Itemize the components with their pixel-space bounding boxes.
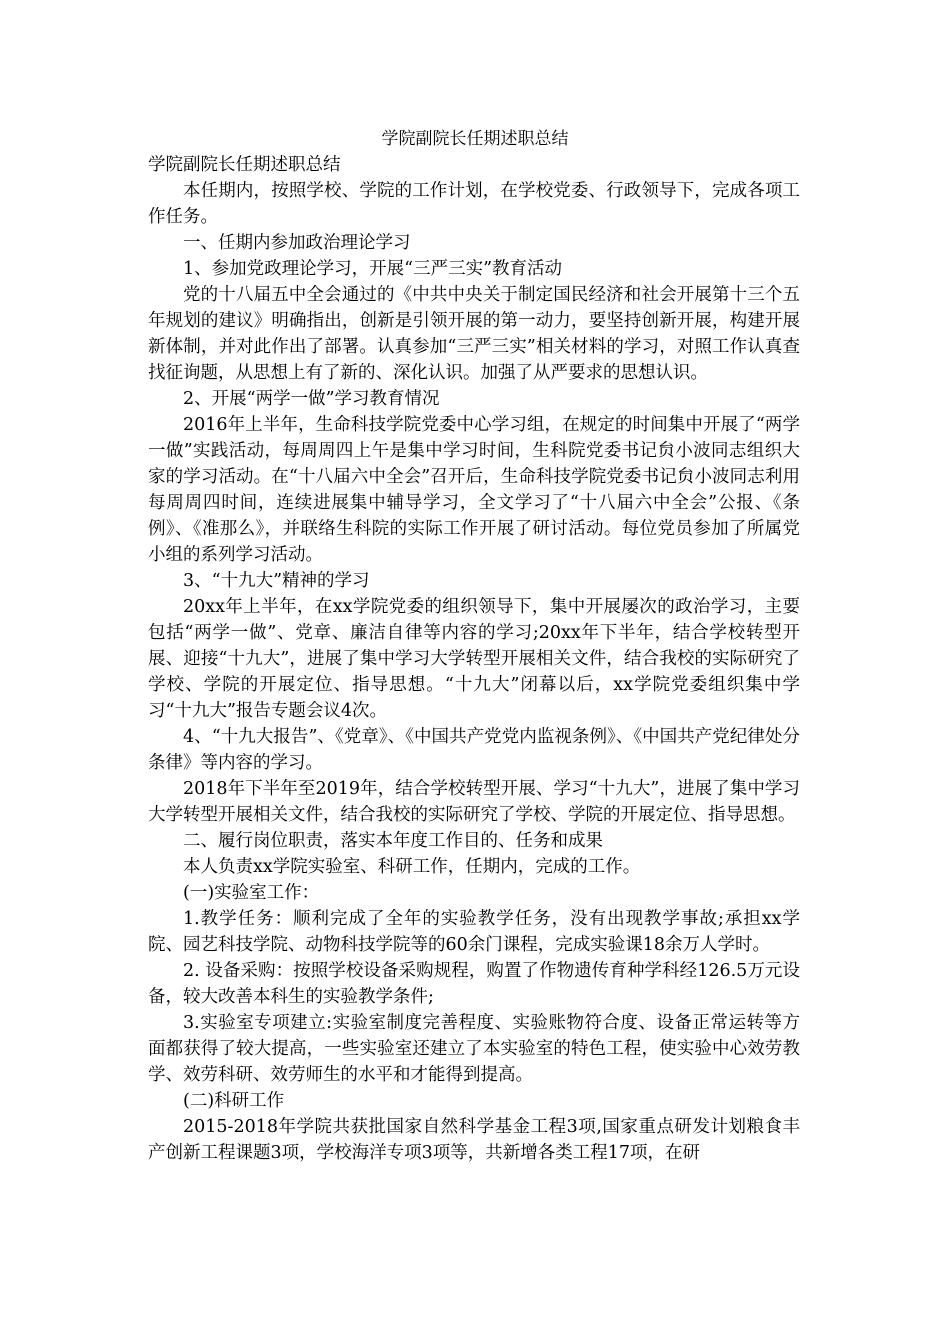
paragraph: 本人负责xx学院实验室、科研工作，任期内，完成的工作。: [183, 857, 641, 877]
paragraph: 4、“十九大报告”、《党章》、《中国共产党党内监视条例》、《中国共产党纪律处分条律》等内容的学习。: [148, 727, 800, 773]
paragraph: 一、任期内参加政治理论学习: [183, 233, 411, 253]
paragraph: 2018年下半年至2019年，结合学校转型开展、学习“十九大”，进展了集中学习大学转型开展相关文件，结合我校的实际研究了学校、学院的开展定位、指导思想。: [148, 779, 800, 825]
paragraph: 1、参加党政理论学习，开展“三严三实”教育活动: [183, 259, 563, 279]
paragraph: 二、履行岗位职责，落实本年度工作目的、任务和成果: [183, 831, 603, 851]
paragraph: 3、“十九大”精神的学习: [183, 571, 370, 591]
document-title: 学院副院长任期述职总结: [381, 129, 569, 149]
paragraph: 党的十八届五中全会通过的《中共中央关于制定国民经济和社会开展第十三个五年规划的建议》明确指出，创新是引领开展的第一动力，要坚持创新开展，构建开展新体制，并对此作出了部署。认真参加“三严三实”相关材料的学习，对照工作认真查找征询题，从思想上有了新的、深化认识。加强了从严要求的思想认识。: [148, 285, 800, 383]
paragraph: 2、开展“两学一做”学习教育情况: [183, 389, 440, 409]
paragraph: 2016年上半年，生命科技学院党委中心学习组，在规定的时间集中开展了“两学一做”实践活动，每周周四上午是集中学习时间，生科院党委书记贠小波同志组织大家的学习活动。在“十八届六中全会”召开后，生命科技学院党委书记贠小波同志利用每周周四时间，连续进展集中辅导学习，全文学习了“十八届六中全会”公报、《条例》、《准那么》，并联络生科院的实际工作开展了研讨活动。每位党员参加了所属党小组的系列学习活动。: [148, 415, 800, 565]
paragraph: 3.实验室专项建立:实验室制度完善程度、实验账物符合度、设备正常运转等方面都获得了较大提高，一些实验室还建立了本实验室的特色工程，使实验中心效劳教学、效劳科研、效劳师生的水平和才能得到提高。: [148, 1013, 800, 1085]
document-heading: 学院副院长任期述职总结: [148, 155, 341, 175]
paragraph: 2. 设备采购：按照学校设备采购规程，购置了作物遗传育种学科经126.5万元设备，较大改善本科生的实验教学条件;: [148, 961, 800, 1007]
paragraph: (二)科研工作: [183, 1091, 285, 1111]
paragraph: 20xx年上半年，在xx学院党委的组织领导下，集中开展屡次的政治学习，主要包括“两学一做”、党章、廉洁自律等内容的学习;20xx年下半年，结合学校转型开展、迎接“十九大”，进展了集中学习大学转型开展相关文件，结合我校的实际研究了学校、学院的开展定位、指导思想。“十九大”闭幕以后，xx学院党委组织集中学习“十九大”报告专题会议4次。: [148, 597, 800, 721]
paragraph: 2015-2018年学院共获批国家自然科学基金工程3项,国家重点研发计划粮食丰产创新工程课题3项，学校海洋专项3项等，共新增各类工程17项，在研: [148, 1117, 800, 1163]
paragraph: 1.教学任务：顺利完成了全年的实验教学任务，没有出现教学事故;承担xx学院、园艺科技学院、动物科技学院等的60余门课程，完成实验课18余万人学时。: [148, 909, 800, 955]
document-body: [148, 152, 800, 1166]
paragraph: (一)实验室工作：: [183, 883, 320, 903]
paragraph: 本任期内，按照学校、学院的工作计划，在学校党委、行政领导下，完成各项工作任务。: [148, 181, 800, 227]
